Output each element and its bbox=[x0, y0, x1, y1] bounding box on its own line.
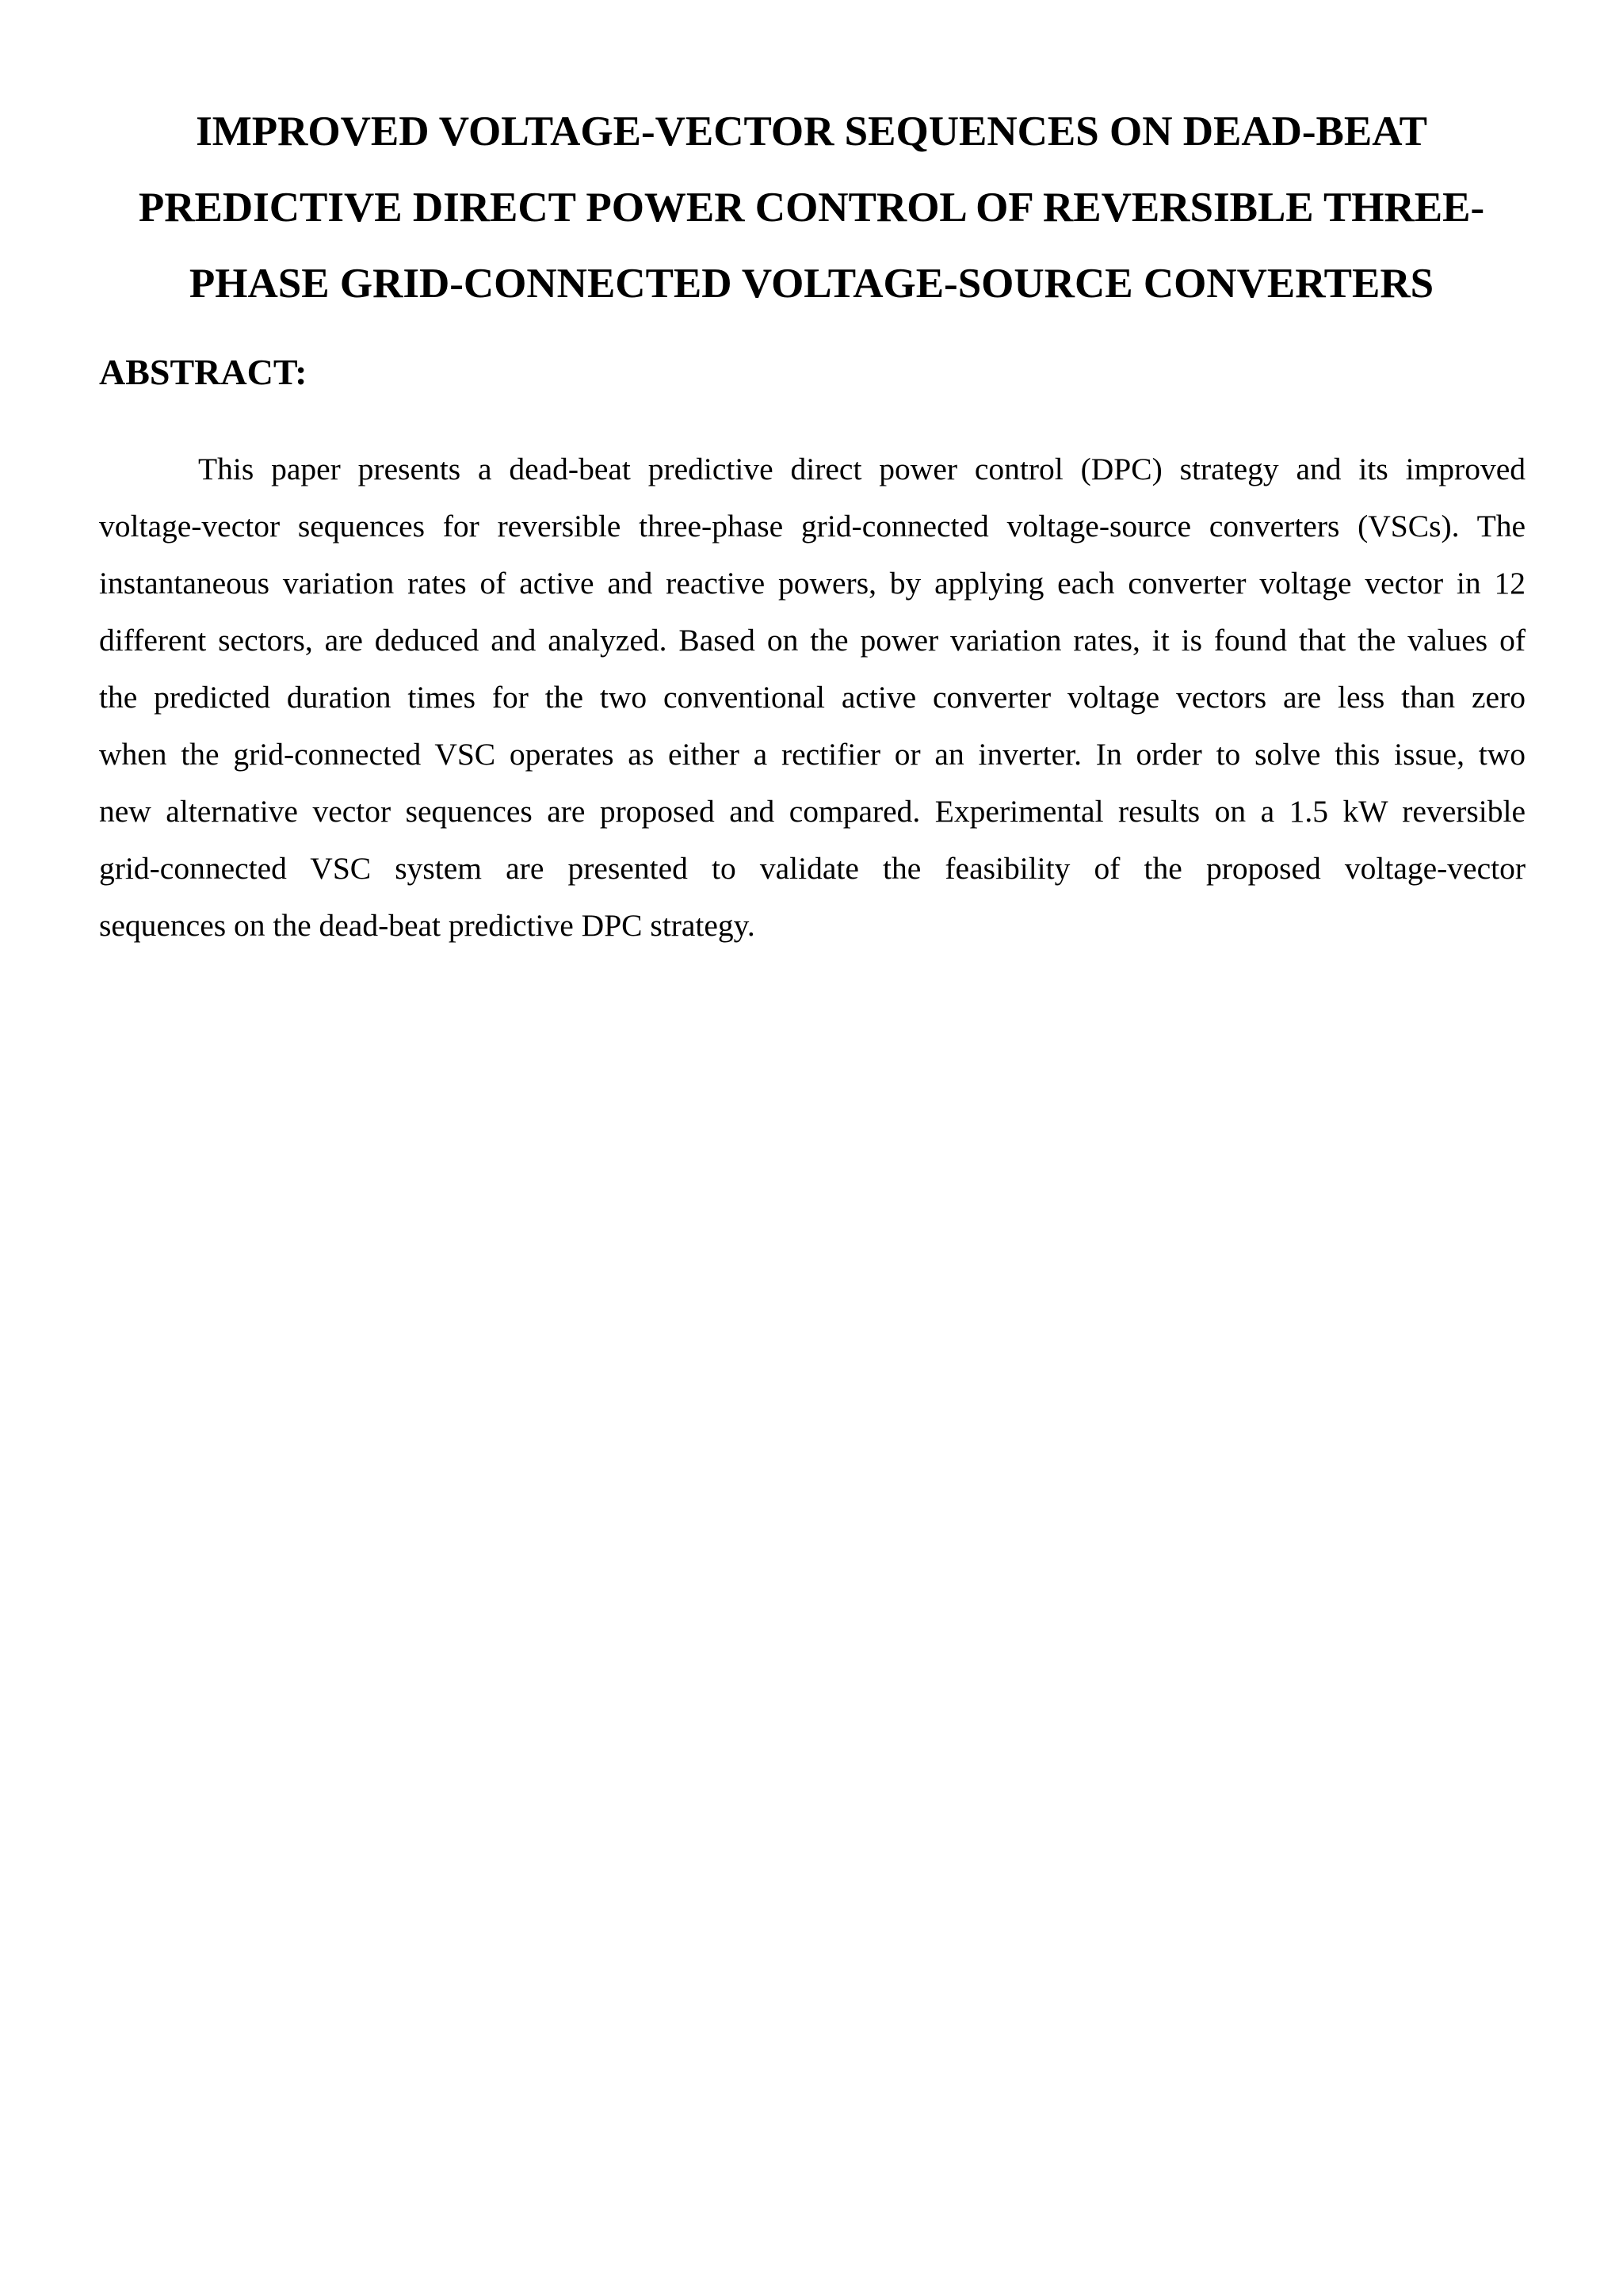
paper-title-line: PREDICTIVE DIRECT POWER CONTROL OF REVERSIBLE THREE- bbox=[138, 185, 1485, 231]
abstract-line: the predicted duration times for the two conventional active converter voltage vectors are less than zero bbox=[99, 680, 1526, 715]
abstract-line: when the grid-connected VSC operates as either a rectifier or an inverter. In order to solve this issue, two bbox=[99, 737, 1526, 772]
abstract-line: This paper presents a dead-beat predictive direct power control (DPC) strategy and its improved bbox=[198, 452, 1526, 486]
abstract-line: new alternative vector sequences are proposed and compared. Experimental results on a 1.5 kW reversible bbox=[99, 794, 1526, 829]
paper-title-line: IMPROVED VOLTAGE-VECTOR SEQUENCES ON DEAD-BEAT bbox=[196, 109, 1427, 154]
abstract-line: different sectors, are deduced and analyzed. Based on the power variation rates, it is found that the values of bbox=[99, 623, 1526, 658]
paper-title-line: PHASE GRID-CONNECTED VOLTAGE-SOURCE CONVERTERS bbox=[189, 261, 1434, 307]
abstract-body bbox=[99, 441, 1526, 954]
abstract-line: voltage-vector sequences for reversible three-phase grid-connected voltage-source converters (VSCs). The bbox=[99, 509, 1526, 543]
paper-title bbox=[87, 93, 1536, 322]
abstract-line: grid-connected VSC system are presented to validate the feasibility of the proposed voltage-vector bbox=[99, 851, 1526, 886]
abstract-line: instantaneous variation rates of active and reactive powers, by applying each converter voltage vector in 12 bbox=[99, 566, 1526, 601]
abstract-heading: ABSTRACT: bbox=[99, 352, 307, 392]
abstract-line: sequences on the dead-beat predictive DPC strategy. bbox=[99, 908, 755, 943]
